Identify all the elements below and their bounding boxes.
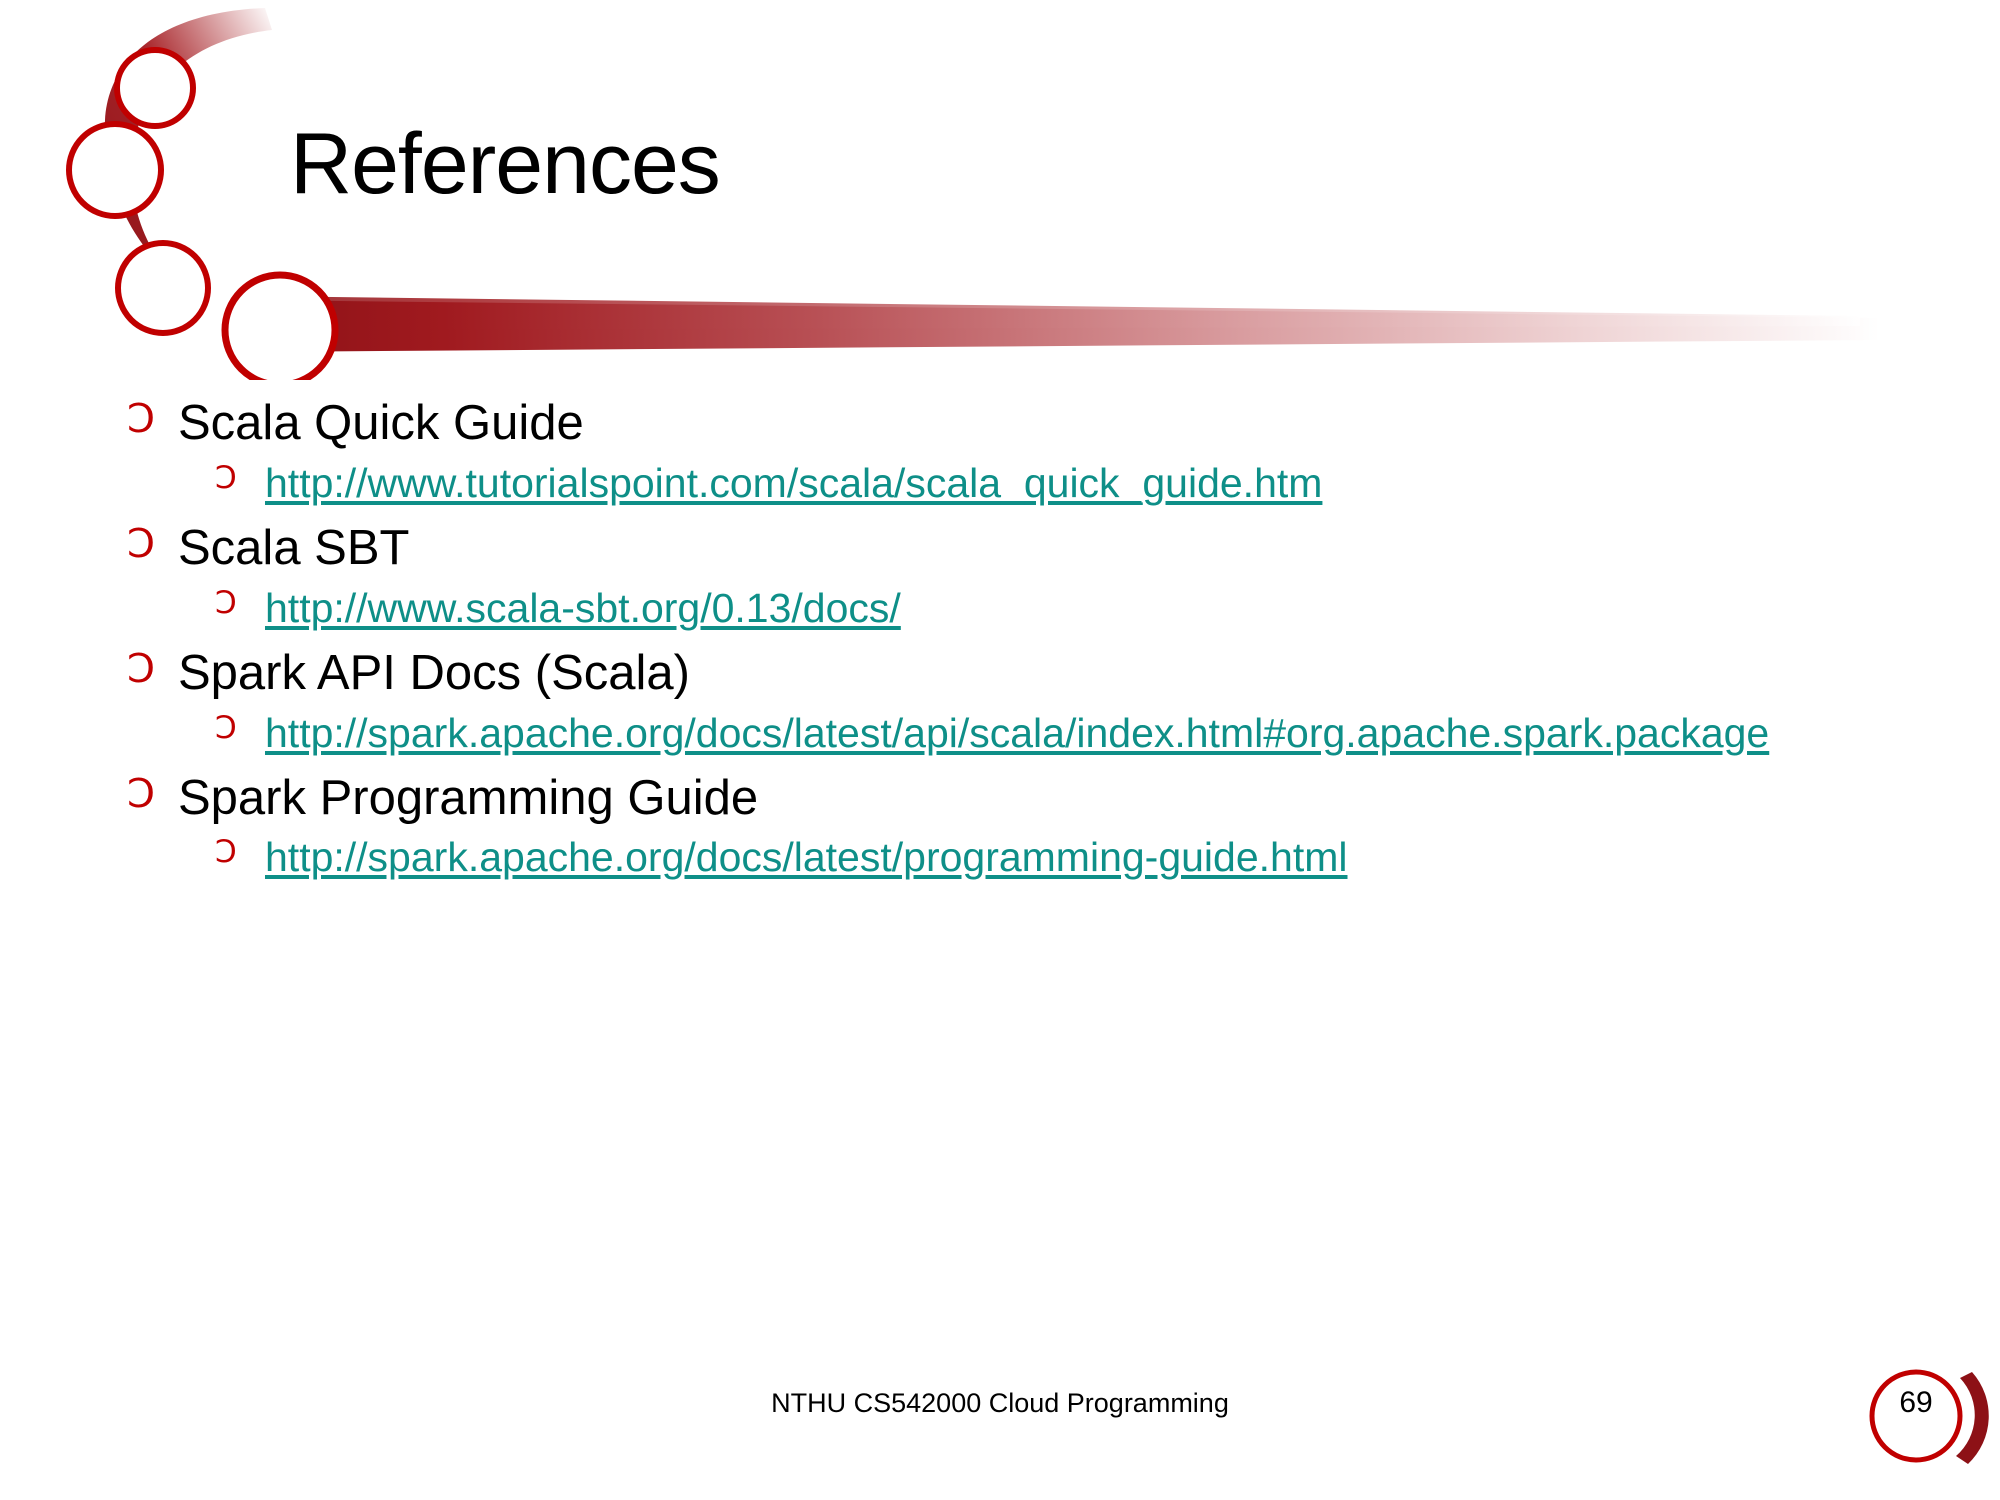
reference-link[interactable]: http://www.tutorialspoint.com/scala/scala_quick_guide.htm bbox=[265, 459, 1323, 506]
footer-text: NTHU CS542000 Cloud Programming bbox=[771, 1388, 1229, 1418]
reference-link[interactable]: http://spark.apache.org/docs/latest/programming-guide.html bbox=[265, 834, 1348, 881]
list-item bbox=[105, 832, 1935, 882]
reference-link[interactable]: http://www.scala-sbt.org/0.13/docs/ bbox=[265, 584, 901, 631]
list-item bbox=[105, 645, 1935, 702]
bullet-icon: Ↄ bbox=[215, 584, 237, 620]
list-item bbox=[105, 583, 1935, 633]
list-item bbox=[105, 458, 1935, 508]
bullet-icon: Ↄ bbox=[127, 771, 156, 816]
reference-title: Scala Quick Guide bbox=[178, 396, 584, 450]
reference-title: Scala SBT bbox=[178, 520, 410, 575]
list-item bbox=[105, 520, 1935, 577]
bullet-icon: Ↄ bbox=[127, 521, 156, 566]
list-item bbox=[105, 708, 1935, 758]
bullet-icon: Ↄ bbox=[215, 834, 237, 870]
bullet-icon: Ↄ bbox=[215, 459, 237, 495]
bullet-icon: Ↄ bbox=[215, 709, 237, 745]
page-number-ring-icon bbox=[1860, 1360, 2000, 1480]
slide-title: References bbox=[290, 116, 720, 212]
list-item bbox=[105, 770, 1935, 827]
page-number bbox=[1860, 1360, 2000, 1485]
reference-title: Spark API Docs (Scala) bbox=[178, 645, 690, 700]
reference-title: Spark Programming Guide bbox=[178, 770, 759, 825]
reference-link[interactable]: http://spark.apache.org/docs/latest/api/scala/index.html#org.apache.spark.package bbox=[265, 709, 1770, 756]
bullet-icon: Ↄ bbox=[127, 397, 156, 441]
slide-body bbox=[105, 395, 1935, 894]
bullet-icon: Ↄ bbox=[127, 646, 156, 691]
page-number-value: 69 bbox=[1899, 1386, 1933, 1419]
list-item bbox=[105, 395, 1935, 452]
